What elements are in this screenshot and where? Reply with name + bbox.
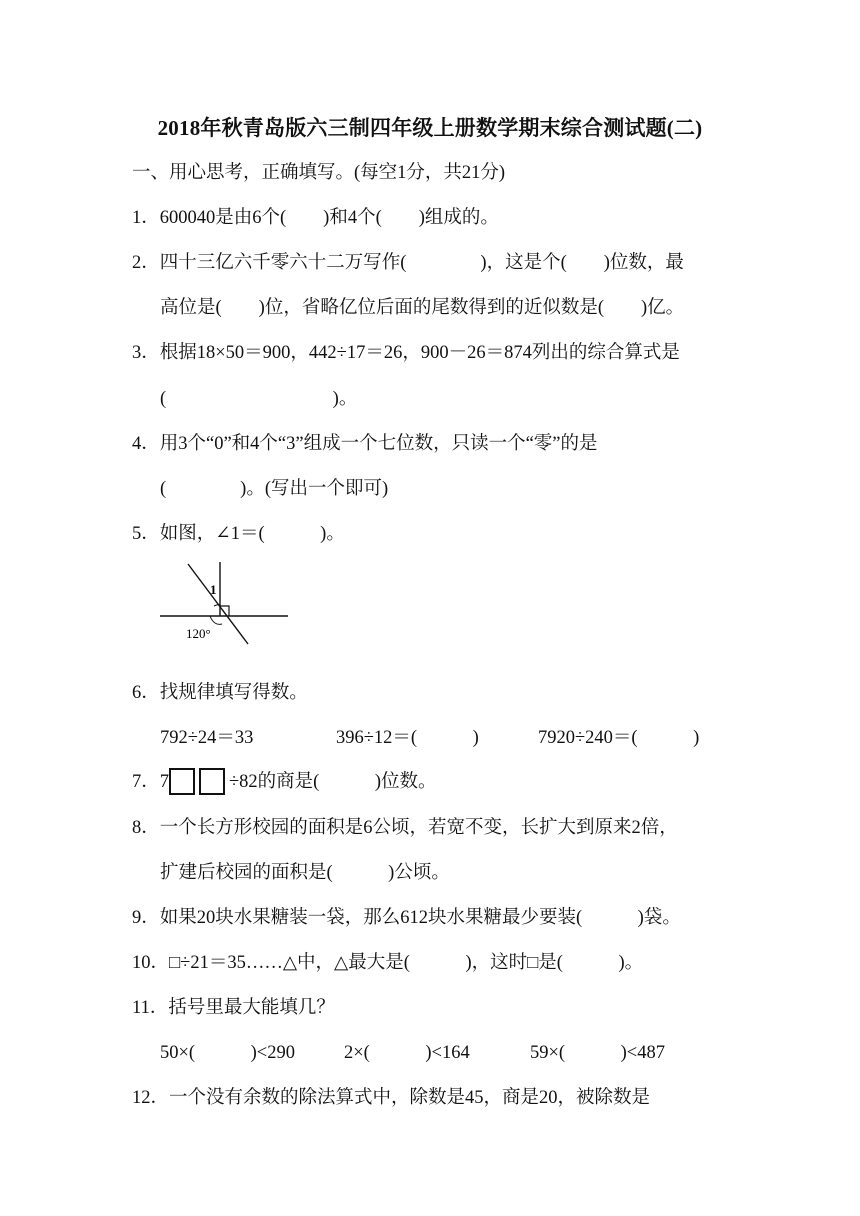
question-10: 10．□÷21＝35……△中，△最大是( )，这时□是( )。 (132, 953, 644, 973)
question-3-line-2: ( )。 (160, 389, 358, 409)
question-4-line-2: ( )。(写出一个即可) (160, 479, 389, 499)
angle-120-label: 120° (186, 626, 211, 641)
question-9: 9．如果20块水果糖装一袋，那么612块水果糖最少要装( )袋。 (132, 908, 681, 928)
question-6-item-3: 7920÷240＝( ) (538, 728, 700, 748)
question-7-suffix: ÷82的商是( )位数。 (229, 771, 437, 792)
angle-figure (158, 558, 298, 646)
question-7-prefix: 7．7 (132, 771, 170, 792)
question-8-line-1: 8．一个长方形校园的面积是6公顷，若宽不变，长扩大到原来2倍， (132, 818, 678, 838)
question-6-item-2: 396÷12＝( ) (336, 728, 479, 748)
question-3-line-1: 3．根据18×50＝900，442÷17＝26，900－26＝874列出的综合算式是 (132, 343, 680, 363)
question-12: 12．一个没有余数的除法算式中，除数是45，商是20，被除数是 (132, 1088, 651, 1108)
question-2-line-1: 2．四十三亿六千零六十二万写作( )，这是个( )位数，最 (132, 253, 684, 273)
question-11: 11．括号里最大能填几？ (132, 998, 335, 1018)
question-1: 1．600040是由6个( )和4个( )组成的。 (132, 208, 499, 228)
question-5: 5．如图，∠1＝( )。 (132, 524, 345, 544)
question-11-item-2: 2×( )<164 (344, 1043, 470, 1063)
blank-box-2 (199, 768, 225, 795)
angle-1-label: 1 (210, 582, 217, 597)
blank-box-1 (169, 768, 195, 795)
question-11-item-3: 59×( )<487 (530, 1043, 665, 1063)
question-6: 6．找规律填写得数。 (132, 683, 308, 703)
page-title: 2018年秋青岛版六三制四年级上册数学期末综合测试题(二) (157, 116, 703, 140)
question-4-line-1: 4．用3个“0”和4个“3”组成一个七位数，只读一个“零”的是 (132, 434, 598, 454)
question-2-line-2: 高位是( )位，省略亿位后面的尾数得到的近似数是( )亿。 (160, 298, 685, 318)
question-8-line-2: 扩建后校园的面积是( )公顷。 (160, 863, 450, 883)
question-7 (132, 768, 437, 795)
question-6-item-1: 792÷24＝33 (160, 728, 254, 748)
section-heading: 一、用心思考，正确填写。(每空1分，共21分) (132, 163, 506, 183)
angle-120-arc (210, 616, 222, 624)
question-11-item-1: 50×( )<290 (160, 1043, 295, 1063)
